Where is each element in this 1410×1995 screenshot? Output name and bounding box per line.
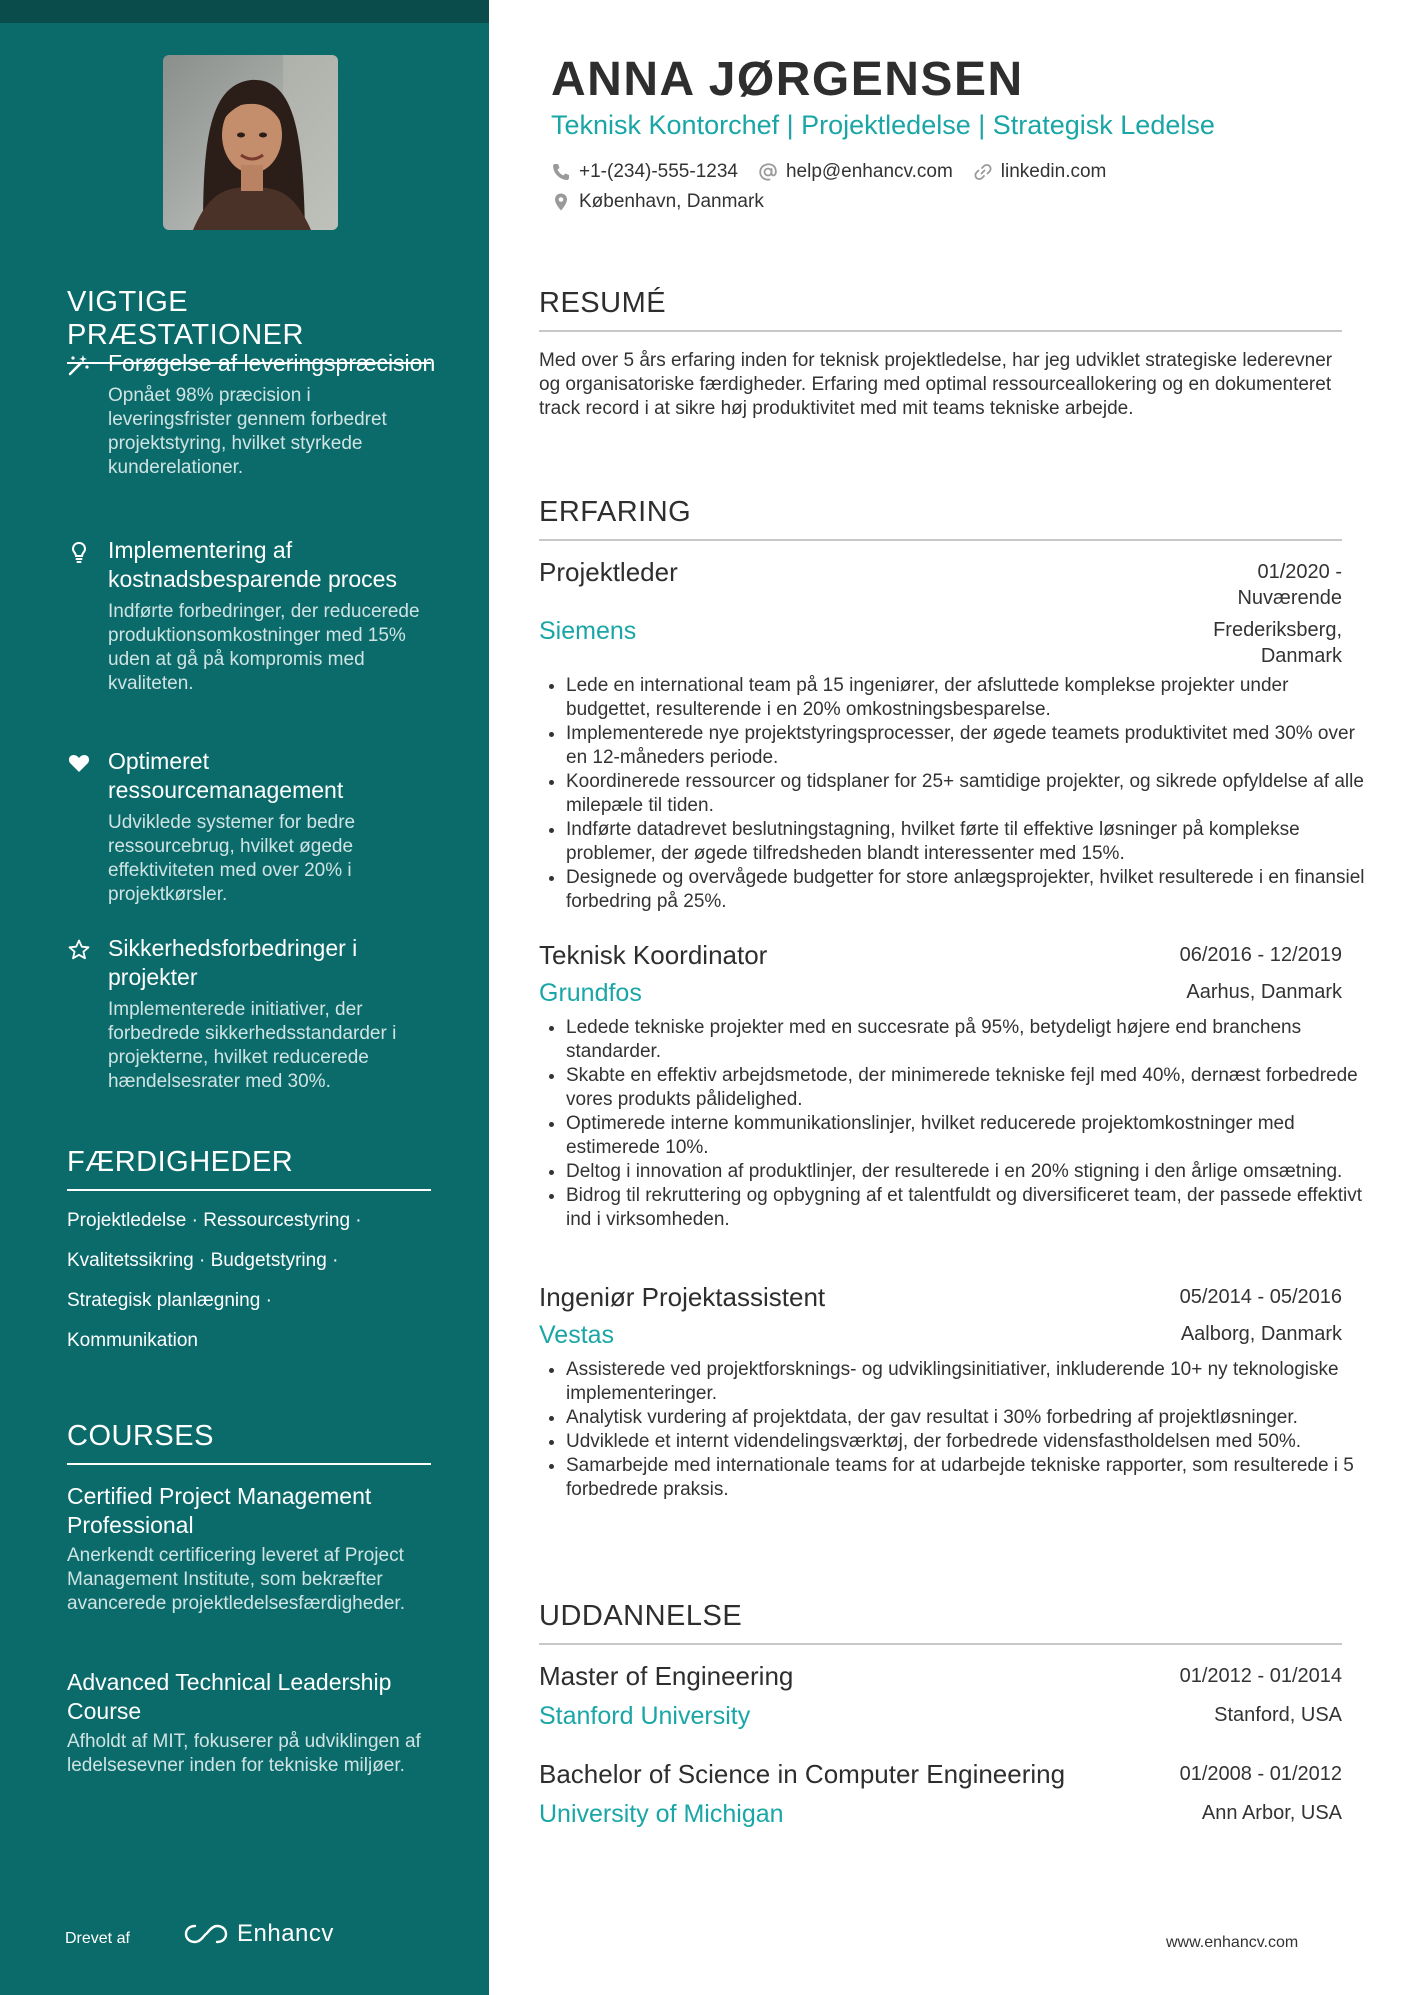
email-text: help@enhancv.com [785, 161, 953, 182]
footer-url[interactable]: www.enhancv.com [1166, 1934, 1299, 1951]
location-pin-icon [551, 192, 571, 212]
skills-row [67, 1327, 437, 1367]
phone-icon [551, 162, 571, 182]
enhancv-logo[interactable] [183, 1920, 334, 1948]
infinity-logo-icon [183, 1921, 229, 1947]
achievement-item [67, 934, 437, 1094]
skill-separator: · [193, 1250, 206, 1271]
contact-linkedin[interactable] [973, 161, 1107, 183]
contact-location [551, 191, 764, 213]
job-date: 01/2020 - Nuværende [1237, 561, 1342, 609]
education-entry [539, 1661, 1342, 1730]
job-bullet: • Optimerede interne kommunikationslinjer, hvilket reducerede projektomkostninger med estimerede 10%. [566, 1112, 1369, 1160]
magic-wand-icon [67, 353, 91, 377]
powered-by-label: Drevet af [65, 1930, 130, 1947]
course-title: Certified Project Management Professional [67, 1483, 372, 1538]
at-icon [758, 162, 778, 182]
skill-item: Kvalitetssikring [67, 1250, 194, 1271]
achievement-desc: Implementerede initiativer, der forbedrede sikkerhedsstandarder i projekterne, hvilket reducerede hændelsesrater med 30%. [108, 999, 397, 1092]
experience-title: ERFARING [539, 496, 1342, 541]
job-location: Frederiksberg, Danmark [1213, 619, 1342, 667]
skill-item: Strategisk planlægning [67, 1290, 261, 1311]
contact-row [551, 161, 1126, 183]
summary-text: Med over 5 års erfaring inden for teknisk projektledelse, har jeg udviklet strategiske lederevner og organisatoriske færdigheder. Erfaring med optimal ressourceallokering og en dokumenteret track record i at sikre høj produktivitet med mit teams tekniske arbejde. [539, 350, 1333, 419]
job-title: Teknisk Koordinator [539, 940, 768, 970]
heart-icon [67, 751, 91, 775]
phone-text: +1-(234)-555-1234 [579, 161, 738, 182]
course-item [67, 1668, 437, 1778]
job-bullets [539, 1016, 1369, 1232]
achievement-desc: Opnået 98% præcision i leveringsfrister gennem forbedret projektstyring, hvilket styrkede kunderelationer. [108, 385, 387, 478]
degree: Bachelor of Science in Computer Engineering [539, 1759, 1066, 1789]
education-entry [539, 1759, 1342, 1828]
achievement-item [67, 536, 437, 696]
courses-title: COURSES [67, 1420, 431, 1465]
job-bullets [539, 1358, 1369, 1502]
skills-row [67, 1287, 437, 1327]
education-location: Stanford, USA [1214, 1704, 1342, 1726]
job-bullet: • Bidrog til rekruttering og opbygning af et talentfuldt og diversificeret team, der passede effektivt ind i virksomheden. [566, 1184, 1369, 1232]
skill-separator: · [260, 1290, 272, 1311]
education-date: 01/2012 - 01/2014 [1179, 1665, 1342, 1687]
course-desc: Anerkendt certificering leveret af Project Management Institute, som bekræfter avancerede projektledelsesfærdigheder. [67, 1545, 405, 1614]
link-icon [973, 162, 993, 182]
skill-separator: · [350, 1210, 362, 1231]
job-company: Vestas [539, 1321, 615, 1349]
achievement-title: Forøgelse af leveringspræcision [108, 350, 436, 376]
course-item [67, 1482, 437, 1616]
degree: Master of Engineering [539, 1661, 794, 1691]
candidate-name: ANNA JØRGENSEN [551, 53, 1024, 106]
job-entry [539, 557, 1365, 912]
job-bullet: • Indførte datadrevet beslutningstagning, hvilket førte til effektive løsninger på komplekse problemer, der øgede tilfredsheden blandt interessenter med 15%. [566, 818, 1369, 866]
job-entry [539, 940, 1362, 1230]
job-bullet: • Skabte en effektiv arbejdsmetode, der minimerede tekniske fejl med 40%, dernæst forbedrede vores produkts pålidelighed. [566, 1064, 1369, 1112]
job-bullet: • Implementerede nye projektstyringsprocesser, der øgede teamets produktivitet med 30% over en 12-måneders periode. [566, 722, 1369, 770]
school: University of Michigan [539, 1800, 784, 1828]
location-text: København, Danmark [579, 191, 764, 212]
job-date: 05/2014 - 05/2016 [1179, 1286, 1342, 1308]
sidebar-top-band [0, 0, 489, 23]
job-title: Projektleder [539, 557, 678, 587]
summary-title: RESUMÉ [539, 287, 1342, 332]
profile-photo [163, 55, 338, 230]
contact-phone[interactable] [551, 161, 738, 183]
course-title: Advanced Technical Leadership Course [67, 1669, 392, 1724]
skill-separator: · [186, 1210, 198, 1231]
job-bullet: • Designede og overvågede budgetter for store anlægsprojekter, hvilket resulterede i en finansiel forbedring på 25%. [566, 866, 1369, 914]
skills-list [67, 1207, 437, 1367]
lightbulb-icon [67, 540, 91, 564]
linkedin-text: linkedin.com [1000, 161, 1107, 182]
achievements-title: VIGTIGE PRÆSTATIONER [67, 286, 431, 364]
skills-title: FÆRDIGHEDER [67, 1146, 431, 1191]
brand-name: Enhancv [237, 1920, 334, 1947]
education-location: Ann Arbor, USA [1201, 1802, 1342, 1824]
skill-item: Kommunikation [67, 1330, 198, 1351]
job-company: Siemens [539, 617, 637, 645]
job-bullets [539, 674, 1369, 914]
job-bullet: • Koordinerede ressourcer og tidsplaner for 25+ samtidige projekter, og sikrede opfyldelse af alle milepæle til tiden. [566, 770, 1369, 818]
education-date: 01/2008 - 01/2012 [1179, 1763, 1342, 1785]
school: Stanford University [539, 1702, 751, 1730]
skills-row [67, 1247, 437, 1287]
achievement-desc: Udviklede systemer for bedre ressourcebrug, hvilket øgede effektiviteten med over 20% i projektkørsler. [108, 812, 356, 905]
sidebar [0, 0, 489, 1995]
job-bullet: • Assisterede ved projektforsknings- og udviklingsinitiativer, inkluderende 10+ ny teknologiske implementeringer. [566, 1358, 1369, 1406]
job-bullet: • Samarbejde med internationale teams for at udarbejde tekniske rapporter, som resulterede i 5 forbedrede praksis. [566, 1454, 1369, 1502]
achievement-item [67, 747, 437, 907]
job-title: Ingeniør Projektassistent [539, 1282, 826, 1312]
job-bullet: • Udviklede et internt videndelingsværktøj, der forbedrede vidensfastholdelsen med 50%. [566, 1430, 1369, 1454]
job-entry [539, 1282, 1354, 1500]
education-title: UDDANNELSE [539, 1600, 1342, 1645]
skill-item: Projektledelse [67, 1210, 187, 1231]
achievement-desc: Indførte forbedringer, der reducerede produktionsomkostninger med 15% uden at gå på kompromis med kvaliteten. [108, 601, 420, 694]
job-bullet: • Lede en international team på 15 ingeniører, der afsluttede komplekse projekter under budgettet, resulterende i en 20% omkostningsbesparelse. [566, 674, 1369, 722]
job-date: 06/2016 - 12/2019 [1179, 944, 1342, 966]
skill-separator: · [326, 1250, 339, 1271]
job-bullet: • Ledede tekniske projekter med en succesrate på 95%, betydeligt højere end branchens standarder. [566, 1016, 1369, 1064]
star-icon [67, 938, 91, 962]
job-location: Aarhus, Danmark [1186, 981, 1342, 1003]
skills-row [67, 1207, 437, 1247]
contact-row [551, 191, 784, 213]
job-location: Aalborg, Danmark [1180, 1323, 1342, 1345]
skill-item: Ressourcestyring [203, 1210, 351, 1231]
contact-email[interactable] [758, 161, 953, 183]
achievement-title: Sikkerhedsforbedringer i projekter [108, 935, 358, 990]
achievement-item [67, 349, 437, 480]
job-bullet: • Deltog i innovation af produktlinjer, der resulterede i en 20% stigning i den årlige omsætning. [566, 1160, 1369, 1184]
skill-item: Budgetstyring [210, 1250, 327, 1271]
achievement-title: Optimeret ressourcemanagement [108, 748, 344, 803]
job-bullet: • Analytisk vurdering af projektdata, der gav resultat i 30% forbedring af projektløsninger. [566, 1406, 1369, 1430]
headline: Teknisk Kontorchef | Projektledelse | Strategisk Ledelse [551, 110, 1215, 140]
job-company: Grundfos [539, 979, 642, 1007]
achievement-title: Implementering af kostnadsbesparende proces [108, 537, 397, 592]
course-desc: Afholdt af MIT, fokuserer på udviklingen af ledelsesevner inden for tekniske miljøer. [67, 1731, 421, 1776]
